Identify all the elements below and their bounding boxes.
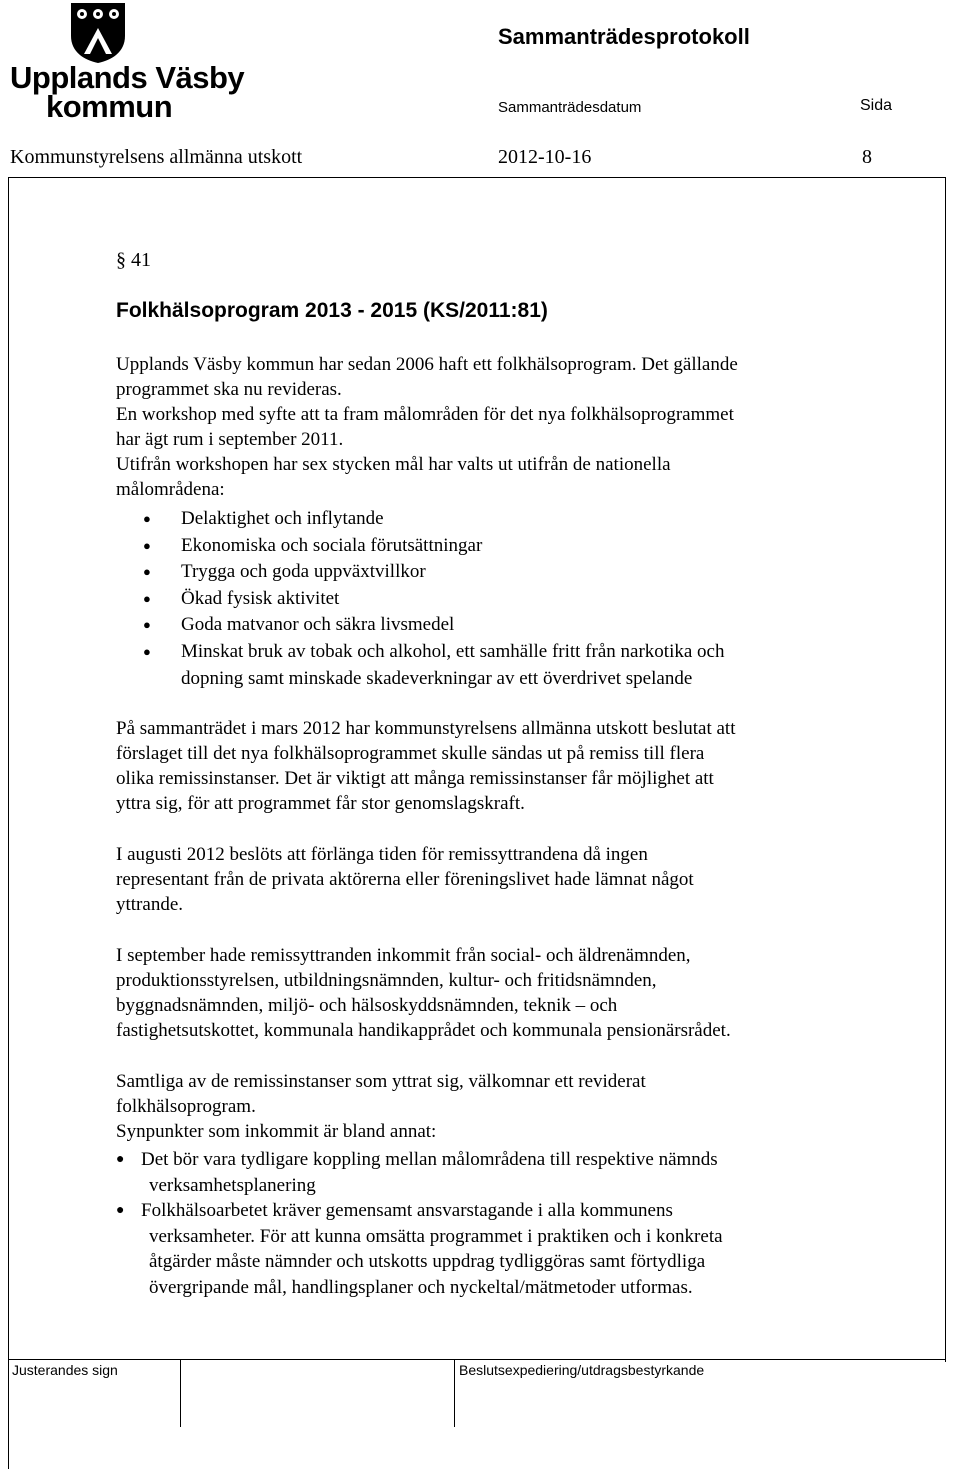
- text-line: På sammanträdet i mars 2012 har kommunstyrelsens allmänna utskott beslutat att: [116, 718, 736, 739]
- list-item-text: Det bör vara tydligare koppling mellan målområdena till respektive nämnds: [141, 1149, 718, 1170]
- text-line: fastighetsutskottet, kommunala handikapprådet och kommunala pensionärsrådet.: [116, 1020, 731, 1041]
- frame-left-border: [8, 177, 9, 1362]
- page-label: Sida: [860, 97, 893, 114]
- list-item-text: Ökad fysisk aktivitet: [181, 587, 340, 609]
- logo-wordmark-line2: kommun: [46, 89, 173, 124]
- text-line: har ägt rum i september 2011.: [116, 429, 344, 450]
- bullet-icon: ●: [143, 564, 151, 580]
- text-line: Upplands Väsby kommun har sedan 2006 haft ett folkhälsoprogram. Det gällande: [116, 354, 738, 375]
- document-type-title: Sammanträdesprotokoll: [498, 24, 750, 49]
- paragraph-summary: [116, 1069, 846, 1144]
- footer-sign-box-border: [180, 1359, 181, 1427]
- text-line: produktionsstyrelsen, utbildningsnämnden, kultur- och fritidsnämnden,: [116, 970, 657, 991]
- list-item: [116, 1198, 723, 1300]
- text-line: Synpunkter som inkommit är bland annat:: [116, 1121, 437, 1142]
- text-line: folkhälsoprogram.: [116, 1096, 256, 1117]
- list-item-text: övergripande mål, handlingsplaner och nyckeltal/mätmetoder utformas.: [149, 1276, 693, 1298]
- bullet-icon: ●: [143, 590, 151, 606]
- text-line: olika remissinstanser. Det är viktigt att många remissinstanser får möjlighet att: [116, 768, 714, 789]
- text-line: Utifrån workshopen har sex stycken mål har valts ut utifrån de nationella: [116, 454, 671, 475]
- frame-right-border: [945, 177, 946, 1362]
- list-item-text: Goda matvanor och säkra livsmedel: [181, 614, 455, 636]
- logo-wordmark-line1: Upplands Väsby: [10, 60, 245, 95]
- intro-paragraph: [116, 352, 846, 502]
- committee-name: Kommunstyrelsens allmänna utskott: [10, 146, 303, 168]
- footer-left-border: [8, 1359, 9, 1469]
- list-item-text: verksamheter. För att kunna omsätta programmet i praktiken och i konkreta: [149, 1225, 723, 1247]
- list-item-text: åtgärder måste nämnder och utskotts uppdrag tydliggöras samt förtydliga: [149, 1251, 706, 1272]
- list-item-text: Folkhälsoarbetet kräver gemensamt ansvarstagande i alla kommunens: [141, 1200, 673, 1221]
- municipality-logo-icon: [70, 2, 126, 64]
- list-item-text: verksamhetsplanering: [149, 1174, 316, 1196]
- bullet-icon: ●: [143, 643, 151, 659]
- text-line: En workshop med syfte att ta fram målområden för det nya folkhälsoprogrammet: [116, 404, 734, 425]
- text-line: programmet ska nu revideras.: [116, 379, 342, 400]
- excerpt-certification-label: Beslutsexpediering/utdragsbestyrkande: [459, 1362, 705, 1378]
- bullet-icon: ●: [143, 617, 151, 633]
- list-item-text: Minskat bruk av tobak och alkohol, ett samhälle fritt från narkotika och: [181, 640, 725, 662]
- text-line: I september hade remissyttranden inkommit från social- och äldrenämnden,: [116, 945, 691, 966]
- text-line: byggnadsnämnden, miljö- och hälsoskyddsnämnden, teknik – och: [116, 995, 618, 1016]
- text-line: målområdena:: [116, 479, 225, 500]
- text-line: Samtliga av de remissinstanser som yttrat sig, välkomnar ett reviderat: [116, 1071, 646, 1092]
- meeting-date-label: Sammanträdesdatum: [498, 99, 642, 116]
- viewpoint-list: [116, 1147, 723, 1300]
- header-divider: [8, 177, 946, 178]
- bullet-icon: ●: [143, 537, 151, 553]
- text-line: yttrande.: [116, 894, 184, 915]
- footer-excerpt-border: [454, 1359, 455, 1427]
- section-number: § 41: [116, 249, 151, 271]
- page-number: 8: [862, 146, 872, 168]
- paragraph-september: [116, 943, 846, 1043]
- text-line: I augusti 2012 beslöts att förlänga tiden för remissyttrandena då ingen: [116, 844, 648, 865]
- list-item-text: Ekonomiska och sociala förutsättningar: [181, 534, 483, 556]
- list-item-text: dopning samt minskade skadeverkningar av ett överdrivet spelande: [181, 667, 693, 689]
- bullet-icon: ●: [116, 1203, 125, 1218]
- list-item-text: Delaktighet och inflytande: [181, 508, 384, 529]
- bullet-icon: ●: [143, 511, 151, 526]
- meeting-date: 2012-10-16: [498, 146, 592, 168]
- list-item-text: Trygga och goda uppväxtvillkor: [181, 561, 426, 583]
- list-item: [116, 1147, 723, 1198]
- text-line: förslaget till det nya folkhälsoprogrammet skulle sändas ut på remiss till flera: [116, 743, 705, 764]
- adjuster-sign-label: Justerandes sign: [12, 1362, 118, 1378]
- footer-divider: [8, 1359, 946, 1360]
- section-heading: Folkhälsoprogram 2013 - 2015 (KS/2011:81): [116, 299, 548, 322]
- paragraph-august: [116, 842, 846, 917]
- text-line: yttra sig, för att programmet får stor genomslagskraft.: [116, 793, 525, 814]
- text-line: representant från de privata aktörerna eller föreningslivet hade lämnat något: [116, 869, 694, 890]
- bullet-icon: ●: [116, 1152, 125, 1167]
- paragraph-march: [116, 716, 846, 816]
